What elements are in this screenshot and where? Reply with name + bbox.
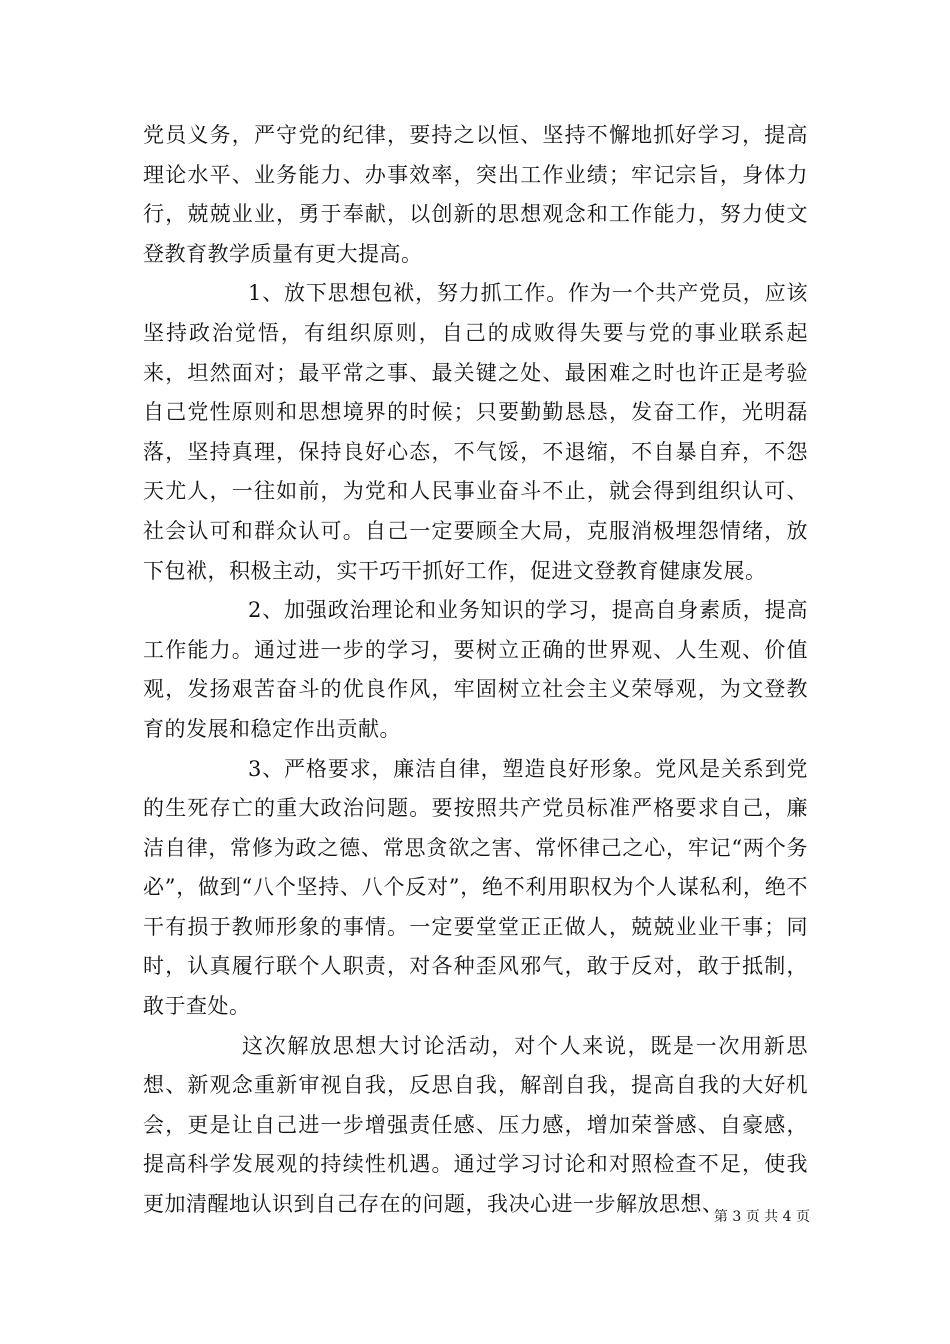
paragraph-continuation: 党员义务，严守党的纪律，要持之以恒、坚持不懈地抓好学习，提高理论水平、业务能力、办事效率，突出工作业绩；牢记宗旨，身体力行，兢兢业业，勇于奉献，以创新的思想观念和工作能力，努力使文登教育教学质量有更大提高。 — [143, 123, 808, 266]
paragraph-conclusion: 这次解放思想大讨论活动，对个人来说，既是一次用新思想、新观念重新审视自我，反思自我，解剖自我，提高自我的大好机会，更是让自己进一步增强责任感、压力感，增加荣誉感、自豪感，提高科学发展观的持续性机遇。通过学习讨论和对照检查不足，使我更加清醒地认识到自己存在的问题，我决心进一步解放思想、 — [143, 1033, 808, 1217]
paragraph-item-3: 3、严格要求，廉洁自律，塑造良好形象。党风是关系到党的生死存亡的重大政治问题。要按照共产党员标准严格要求自己，廉洁自律，常修为政之德、常思贪欲之害、常怀律己之心，牢记“两个务必”，做到“八个坚持、八个反对”，绝不利用职权为个人谋私利，绝不干有损于教师形象的事情。一定要堂堂正正做人，兢兢业业干事；同时，认真履行联个人职责，对各种歪风邪气，敢于反对，敢于抵制，敢于查处。 — [143, 756, 808, 1019]
page-number-footer: 第 3 页 共 4 页 — [713, 1209, 810, 1225]
paragraph-item-1: 1、放下思想包袱，努力抓工作。作为一个共产党员，应该坚持政治觉悟，有组织原则，自己的成败得失要与党的事业联系起来，坦然面对；最平常之事、最关键之处、最困难之时也许正是考验自己党性原则和思想境界的时候；只要勤勤恳恳，发奋工作，光明磊落，坚持真理，保持良好心态，不气馁，不退缩，不自暴自弃，不怨天尤人，一往如前，为党和人民事业奋斗不止，就会得到组织认可、社会认可和群众认可。自己一定要顾全大局，克服消极埋怨情绪，放下包袱，积极主动，实干巧干抓好工作，促进文登教育健康发展。 — [143, 281, 808, 583]
body-text — [143, 116, 808, 1225]
paragraph-item-2: 2、加强政治理论和业务知识的学习，提高自身素质，提高工作能力。通过进一步的学习，要树立正确的世界观、人生观、价值观，发扬艰苦奋斗的优良作风，牢固树立社会主义荣辱观，为文登教育的发展和稳定作出贡献。 — [143, 598, 808, 741]
